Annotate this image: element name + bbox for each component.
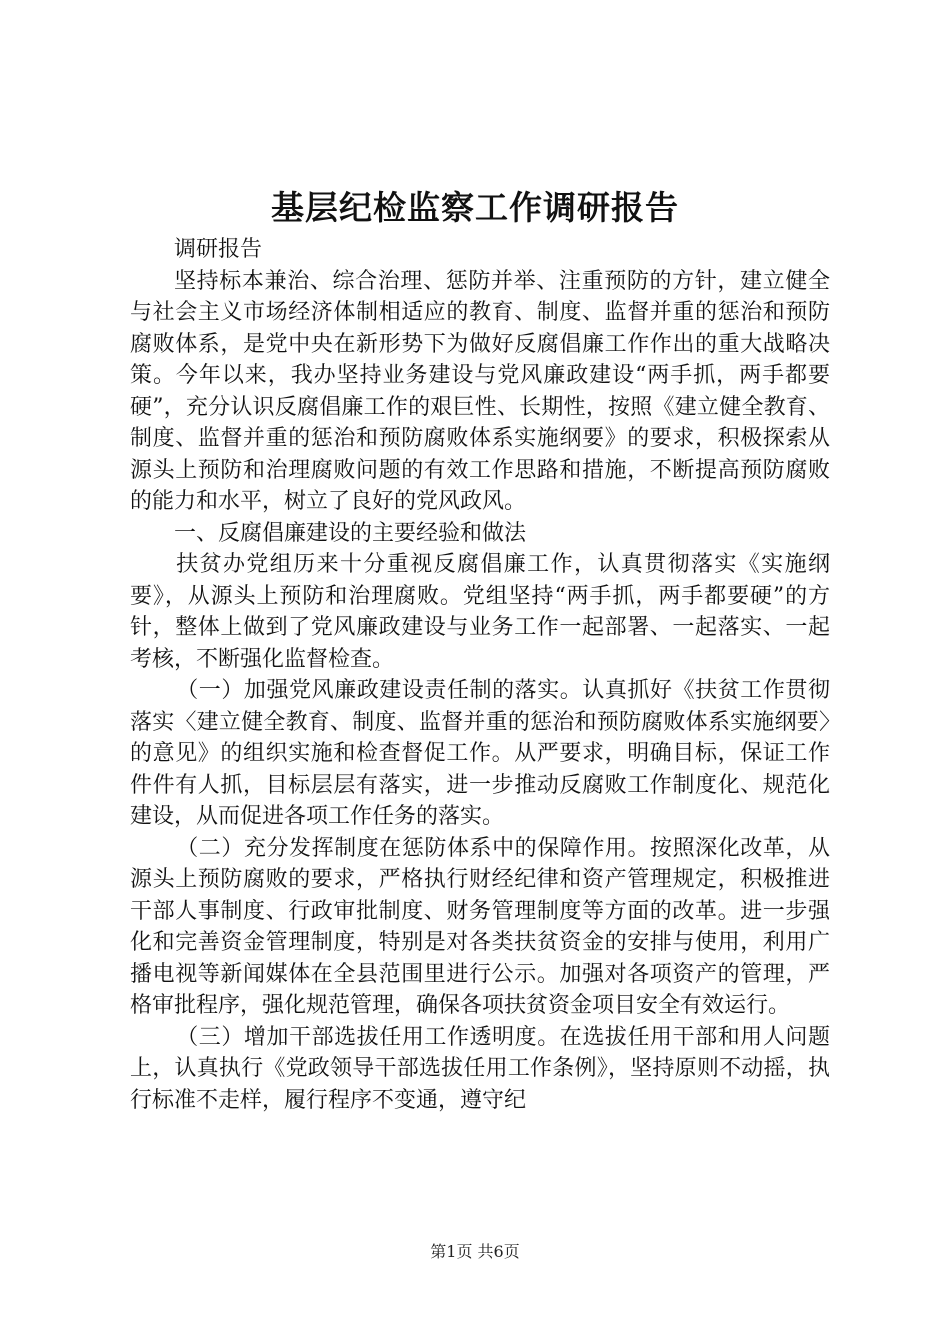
paragraph-subtitle: 调研报告 [174,237,263,262]
paragraph-item-1: （一）加强党风廉政建设责任制的落实。认真抓好《扶贫工作贯彻落实〈建立健全教育、制度、监督并重的惩治和预防腐败体系实施纲要〉的意见》的组织实施和检查督促工作。从严要求，明确目标，保证工作件件有人抓，目标层层有落实，进一步推动反腐败工作制度化、规范化建设，从而促进各项工作任务的落实。 [130,678,830,829]
document-title: 基层纪检监察工作调研报告 [271,188,679,227]
paragraph-intro: 坚持标本兼治、综合治理、惩防并举、注重预防的方针，建立健全与社会主义市场经济体制相适应的教育、制度、监督并重的惩治和预防腐败体系，是党中央在新形势下为做好反腐倡廉工作作出的重大战略决策。今年以来，我办坚持业务建设与党风廉政建设“两手抓，两手都要硬”，充分认识反腐倡廉工作的艰巨性、长期性，按照《建立健全教育、制度、监督并重的惩治和预防腐败体系实施纲要》的要求，积极探索从源头上预防和治理腐败问题的有效工作思路和措施，不断提高预防腐败的能力和水平，树立了良好的党风政风。 [130,268,830,514]
section-heading: 一、反腐倡廉建设的主要经验和做法 [174,520,527,546]
page-number-footer: 第1页 共6页 [430,1242,520,1261]
paragraph-item-3: （三）增加干部选拔任用工作透明度。在选拔任用干部和用人问题上，认真执行《党政领导干部选拔任用工作条例》，坚持原则不动摇，执行标准不走样，履行程序不变通，遵守纪 [130,1024,830,1113]
paragraph-overview: 扶贫办党组历来十分重视反腐倡廉工作，认真贯彻落实《实施纲要》，从源头上预防和治理腐败。党组坚持“两手抓，两手都要硬”的方针，整体上做到了党风廉政建设与业务工作一起部署、一起落实、一起考核，不断强化监督检查。 [130,552,830,672]
paragraph-item-2: （二）充分发挥制度在惩防体系中的保障作用。按照深化改革，从源头上预防腐败的要求，严格执行财经纪律和资产管理规定，积极推进干部人事制度、行政审批制度、财务管理制度等方面的改革。进一步强化和完善资金管理制度，特别是对各类扶贫资金的安排与使用，利用广播电视等新闻媒体在全县范围里进行公示。加强对各项资产的管理，严格审批程序，强化规范管理，确保各项扶贫资金项目安全有效运行。 [130,835,830,1018]
document-body [130,234,830,1116]
